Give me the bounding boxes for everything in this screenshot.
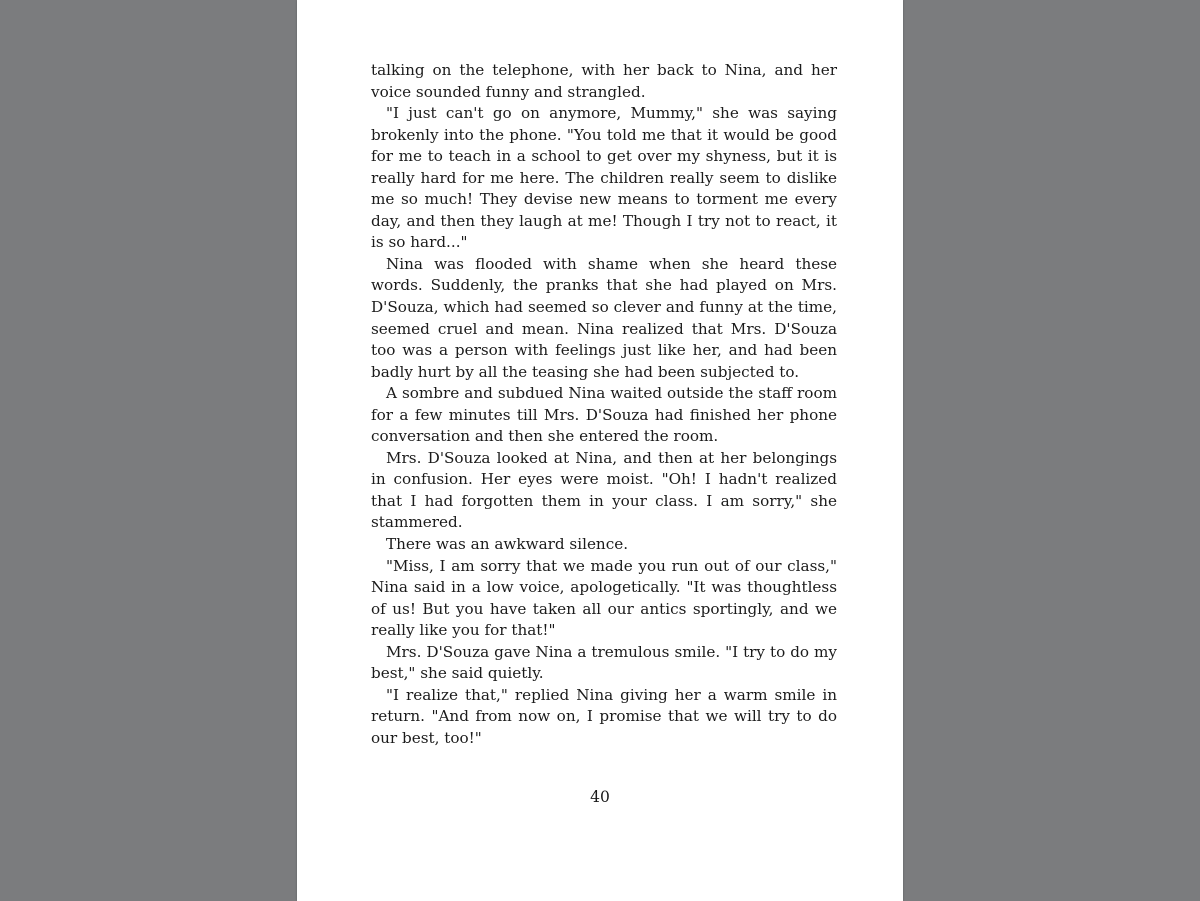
paragraph: Mrs. D'Souza gave Nina a tremulous smile. "I try to do my best," she said quietly. [371,642,837,683]
paragraph: Mrs. D'Souza looked at Nina, and then at her belongings in confusion. Her eyes were moist. "Oh! I hadn't realized that I had forgotten them in your class. I am sorry," she stammered. [371,448,837,532]
paragraph: "Miss, I am sorry that we made you run out of our class," Nina said in a low voice, apologetically. "It was thoughtless of us! But you have taken all our antics sportingly, and we really like you for that!" [371,556,837,640]
paragraph: There was an awkward silence. [386,535,629,554]
paragraph: Nina was flooded with shame when she heard these words. Suddenly, the pranks that she had played on Mrs. D'Souza, which had seemed so clever and funny at the time, seemed cruel and mean. Nina realized that Mrs. D'Souza too was a person with feelings just like her, and had been badly hurt by all the teasing she had been subjected to. [371,254,837,381]
document-page [297,0,903,901]
page-text [371,60,837,750]
paragraph: "I just can't go on anymore, Mummy," she was saying brokenly into the phone. "You told me that it would be good for me to teach in a school to get over my shyness, but it is really hard for me here. The children really seem to dislike me so much! They devise new means to torment me every day, and then they laugh at me! Though I try not to react, it is so hard..." [371,104,837,252]
paragraph: A sombre and subdued Nina waited outside the staff room for a few minutes till Mrs. D'Souza had finished her phone conversation and then she entered the room. [371,384,837,446]
paragraph: "I realize that," replied Nina giving her a warm smile in return. "And from now on, I promise that we will try to do our best, too!" [371,685,837,747]
paragraph: talking on the telephone, with her back to Nina, and her voice sounded funny and strangled. [371,61,837,101]
page-number: 40 [590,788,610,806]
